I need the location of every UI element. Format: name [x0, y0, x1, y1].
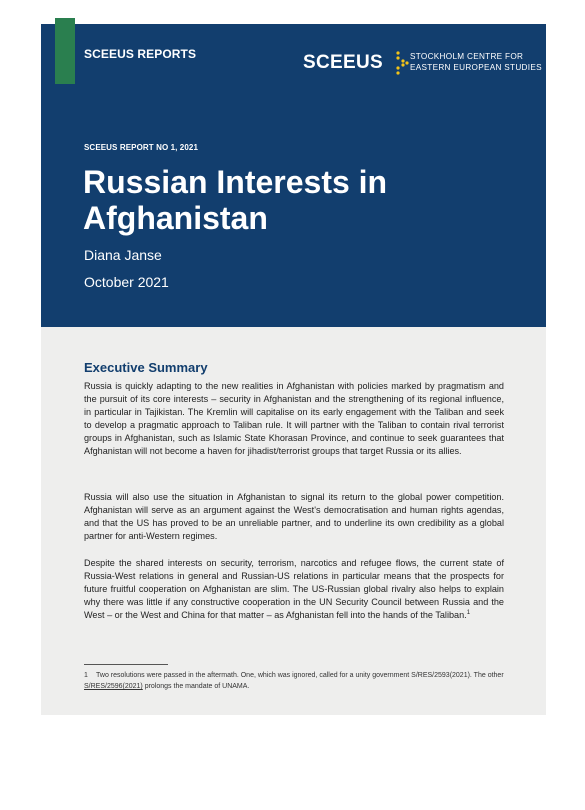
report-number: SCEEUS REPORT NO 1, 2021 [84, 143, 198, 152]
logo-subtitle-line-2: EASTERN EUROPEAN STUDIES [410, 63, 542, 72]
summary-paragraph-3 [84, 557, 504, 622]
footnote-divider [84, 664, 168, 665]
publication-date: October 2021 [84, 274, 169, 290]
logo-subtitle [410, 51, 542, 73]
logo-wordmark: SCEEUS [303, 52, 383, 73]
report-title: Russian Interests in Afghanistan [83, 164, 388, 236]
summary-paragraph-1: Russia is quickly adapting to the new realities in Afghanistan with policies marked by pragmatism and the pursuit of its core interests – security in Afghanistan and the strengthening of its regional influence, in particular in Tajikistan. The Kremlin will capitalise on its early engagement with the Taliban and seek to develop a pragmatic approach to Taliban rule. It will partner with the Taliban to contain rival terrorist groups in Afghanistan, such as Islamic State Khorasan Province, and continue to seek guarantees that Afghanistan will not become a haven for jihadist/terrorist groups that target Russia or its allies. [84, 381, 504, 457]
logo-subtitle-line-1: STOCKHOLM CENTRE FOR [410, 52, 524, 61]
footnote-text-after: prolongs the mandate of UNAMA. [142, 683, 250, 690]
footnote-number: 1 [84, 672, 88, 679]
footnote-marker[interactable]: 1 [466, 610, 471, 617]
footnote-text-before: Two resolutions were passed in the aftermath. One, which was ignored, called for a unity government S/RES/2593(2021). The other [96, 672, 504, 679]
summary-paragraph-2: Russia will also use the situation in Afghanistan to signal its return to the global power competition. Afghanistan will serve as an argument against the West's democratisation and human rights agendas, and that the US has proved to be an unreliable partner, and to underline its own credibility as a global partner for anti-Western regimes. [84, 492, 504, 542]
author-name: Diana Janse [84, 247, 162, 263]
logo-dot-icon [393, 50, 409, 76]
series-tab [55, 18, 75, 84]
footnote [84, 670, 504, 692]
summary-paragraph-3-text: Despite the shared interests on security, terrorism, narcotics and refugee flows, the current state of Russia-West relations in general and Russian-US relations in particular means that the prospects for future fruitful cooperation on Afghanistan are slim. The US-Russian global rivalry also helps to explain why there was little if any constructive cooperation in the UN Security Council between Russia and the West – or the West and China for that matter – as Afghanistan fell into the hands of the Taliban. [84, 558, 504, 621]
footnote-link[interactable]: S/RES/2596(2021) [84, 683, 143, 690]
executive-summary-heading: Executive Summary [84, 360, 208, 375]
series-label: SCEEUS REPORTS [84, 47, 197, 61]
